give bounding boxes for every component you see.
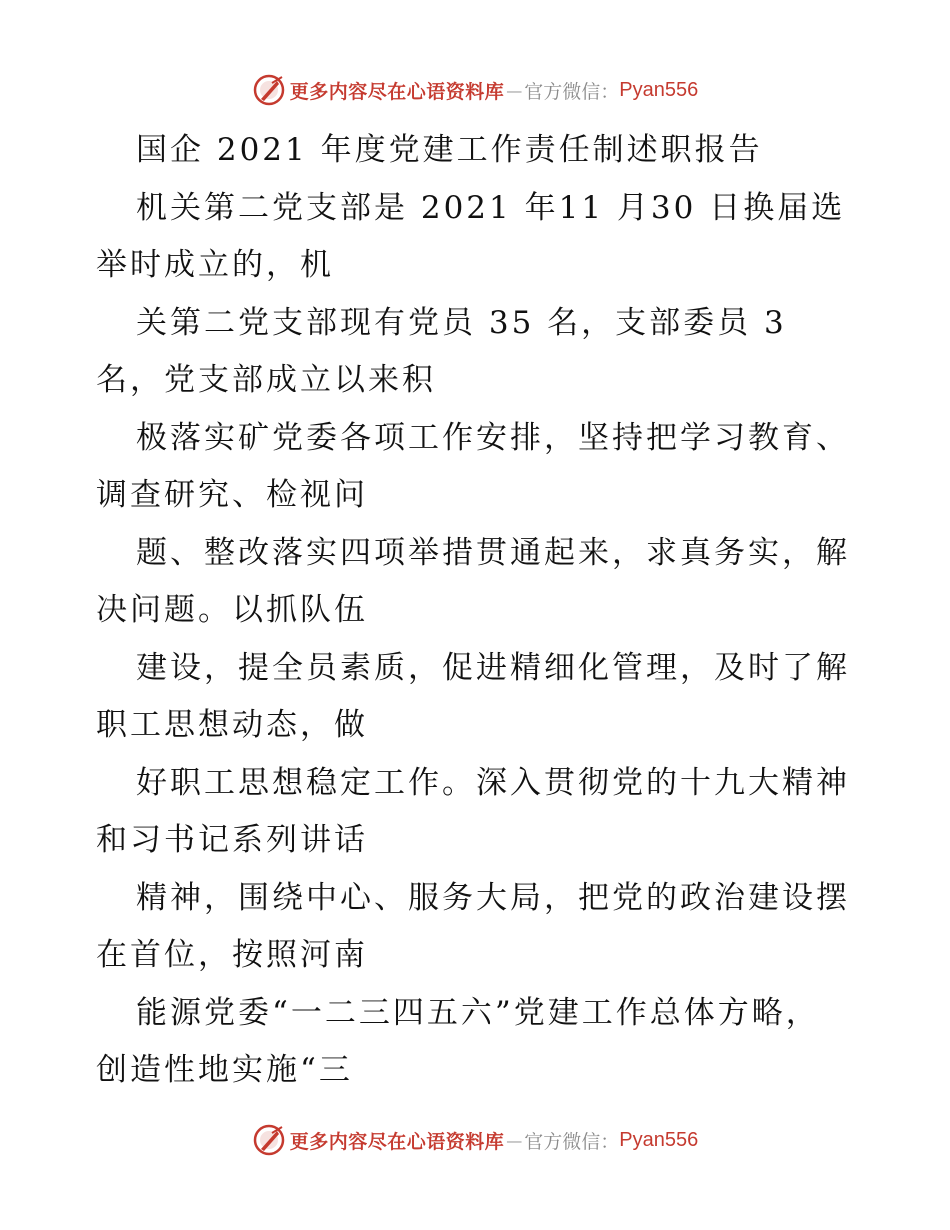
promo-text: 更多内容尽在心语资料库 (289, 80, 505, 103)
quill-seal-logo-icon (252, 1123, 286, 1157)
text-line: 题、整改落实四项举措贯通起来，求真务实，解 (136, 534, 850, 571)
text-line: 举时成立的，机 (96, 247, 334, 283)
wechat-label: 官方微信： (524, 1130, 620, 1153)
quill-seal-logo-icon (252, 73, 286, 107)
wechat-id: Pyan556 (619, 1128, 699, 1151)
text-line: 调查研究、检视问 (96, 477, 368, 513)
banner-dash: — (506, 1130, 523, 1150)
text-line: 精神，围绕中心、服务大局，把党的政治建设摆 (136, 879, 850, 916)
text-line: 关第二党支部现有党员 35 名，支部委员 3 (136, 304, 787, 341)
text-line: 极落实矿党委各项工作安排，坚持把学习教育、 (136, 419, 850, 456)
wechat-label: 官方微信： (524, 80, 620, 103)
wechat-id: Pyan556 (619, 78, 699, 101)
text-line: 职工思想动态，做 (96, 707, 368, 743)
text-line: 和习书记系列讲话 (96, 822, 368, 858)
text-line: 机关第二党支部是 2021 年11 月30 日换届选 (136, 189, 846, 226)
text-line: 在首位，按照河南 (96, 937, 368, 973)
text-line: 名，党支部成立以来积 (96, 362, 436, 398)
banner-dash: — (506, 80, 523, 100)
header-banner (0, 70, 950, 110)
text-line: 好职工思想稳定工作。深入贯彻党的十九大精神 (136, 764, 850, 801)
promo-text: 更多内容尽在心语资料库 (289, 1130, 505, 1153)
text-line: 建设，提全员素质，促进精细化管理，及时了解 (136, 649, 850, 686)
text-line: 能源党委“一二三四五六”党建工作总体方略， (136, 994, 820, 1031)
document-title: 国企 2021 年度党建工作责任制述职报告 (136, 132, 763, 168)
text-line: 决问题。以抓队伍 (96, 592, 368, 628)
footer-banner (0, 1120, 950, 1160)
document-body (96, 122, 866, 1100)
text-line: 创造性地实施“三 (96, 1052, 353, 1088)
